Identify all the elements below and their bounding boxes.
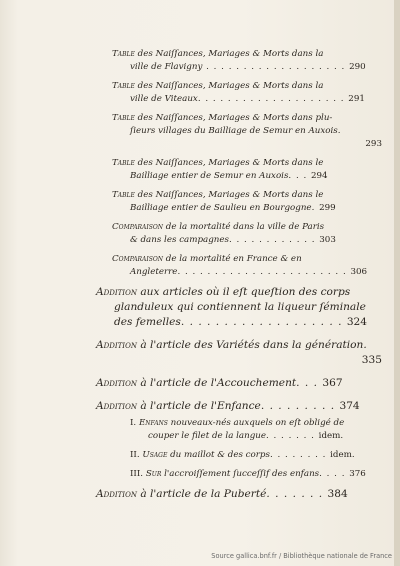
entry-text: des Naiſſances, Mariages & Morts dans le [134,190,324,200]
entry-lead: Table [112,81,135,91]
toc-entry-flavigny [112,48,382,74]
entry-text: à l'article de l'Enfance [136,400,261,412]
page-number: 299 [319,203,336,213]
entry-text: des Naiſſances, Mariages & Morts dans plu- [134,113,333,123]
page-number: 374 [339,400,360,412]
toc-entry-saulieu [112,189,382,215]
entry-text-line3: des femelles [114,316,181,328]
entry-text-line2: ville de Viteaux [130,94,198,104]
entry-text: à l'article de la Puberté [136,488,267,500]
dot-leader: . . . . . . . [266,488,328,500]
entry-lead: Addition [96,400,137,412]
entry-text: des Naiſſances, Mariages & Morts dans le [134,158,324,168]
dot-leader: . . . . . . . . . . . . . . . . . . . [202,62,350,72]
entry-text: de la mortalité dans la ville de Paris [163,222,325,232]
toc-entry-comparaison-paris [112,221,382,247]
toc-entry-bailliage-semur [112,157,382,183]
page-number: idem. [330,450,355,460]
entry-lead: Comparaison [112,222,164,232]
entry-lead: Table [112,158,135,168]
source-credit: Source gallica.bnf.fr / Bibliothèque nationale de France [211,552,392,560]
page-number: 291 [348,94,365,104]
entry-text-line2: Angleterre [130,267,178,277]
entry-lead: Table [112,190,135,200]
toc-sub-enfans [112,417,382,443]
toc-sub-accroissement [112,468,382,481]
toc-entry-comparaison-angleterre [112,253,382,279]
entry-text: aux articles où il eſt queſtion des corps [136,286,351,298]
toc-addition-enfance [96,399,382,414]
dot-leader: . . . . [319,469,350,479]
entry-text-line2: & dans les campagnes [130,235,229,245]
page-number: 335 [361,354,382,366]
page-number: 367 [322,377,343,389]
entry-text: à l'article de l'Accouchement [136,377,297,389]
entry-text-line2: glanduleux qui contiennent la liqueur ſéminale [114,301,366,313]
entry-lead: Addition [96,377,137,389]
entry-text-line2: ville de Flavigny [130,62,203,72]
page-number: idem. [318,431,344,441]
toc-addition-glanduleux [96,285,382,330]
entry-text: l'accroiſſement ſucceſſif des enfans [161,469,320,479]
dot-leader: . . . . . . . [266,431,319,441]
dot-leader: . [311,203,320,213]
toc-entry-villages-semur [112,112,382,151]
page-fold [394,0,400,566]
roman-numeral: II. [130,450,140,460]
toc-entry-viteaux [112,80,382,106]
entry-lead: Enfans [138,418,168,428]
page-number: 303 [319,235,336,245]
entry-text: des Naiſſances, Mariages & Morts dans la [134,49,324,59]
dot-leader: . . . . . . . . . . . . . . . . . . . . [197,94,349,104]
toc-addition-varietes [96,338,382,368]
dot-leader: . . . . . . . . . . . . [228,235,320,245]
toc-sub-usage [112,449,382,462]
page-number: 290 [349,62,366,72]
roman-numeral: I. [130,418,137,428]
entry-lead: Sur [145,469,162,479]
page-number: 376 [349,469,366,479]
dot-leader: . . . . . . . . . . . . . . . . . . . [180,316,347,328]
entry-text: du maillot & des corps [167,450,270,460]
entry-lead: Usage [142,450,168,460]
table-of-contents [96,48,382,510]
entry-lead: Addition [96,286,137,298]
dot-leader: . . . . . . . . . . . . . . . . . . . . . . . [177,267,351,277]
entry-text-line2: Bailliage entier de Saulieu en Bourgogne [130,203,312,213]
roman-numeral: III. [130,469,144,479]
page-number: 306 [350,267,368,277]
dot-leader: . . . . . . . . [269,450,331,460]
entry-text-line2: Bailliage entier de Semur en Auxois [130,171,289,181]
entry-text-line2: couper le filet de la langue [148,431,266,441]
page-number: 384 [327,488,348,500]
entry-lead: Addition [96,488,137,500]
entry-text: nouveaux-nés auxquels on eſt obligé de [167,418,345,428]
entry-text: à l'article des Variétés dans la génération. [136,339,367,351]
toc-addition-accouchement [96,376,382,391]
entry-text-line2: ſieurs villages du Bailliage de Semur en Auxois. [130,126,341,136]
entry-lead: Table [112,113,135,123]
dot-leader: . . . [296,377,323,389]
entry-lead: Addition [96,339,137,351]
entry-text: des Naiſſances, Mariages & Morts dans la [134,81,324,91]
dot-leader: . . . . . . . . . [260,400,340,412]
entry-text: de la mortalité en France & en [163,254,302,264]
toc-addition-puberte [96,487,382,502]
dot-leader: . . . [288,171,311,181]
entry-lead: Comparaison [112,254,164,264]
page-number: 293 [365,139,382,149]
page-number: 324 [346,316,368,328]
page-number: 294 [311,171,328,181]
entry-lead: Table [112,49,135,59]
